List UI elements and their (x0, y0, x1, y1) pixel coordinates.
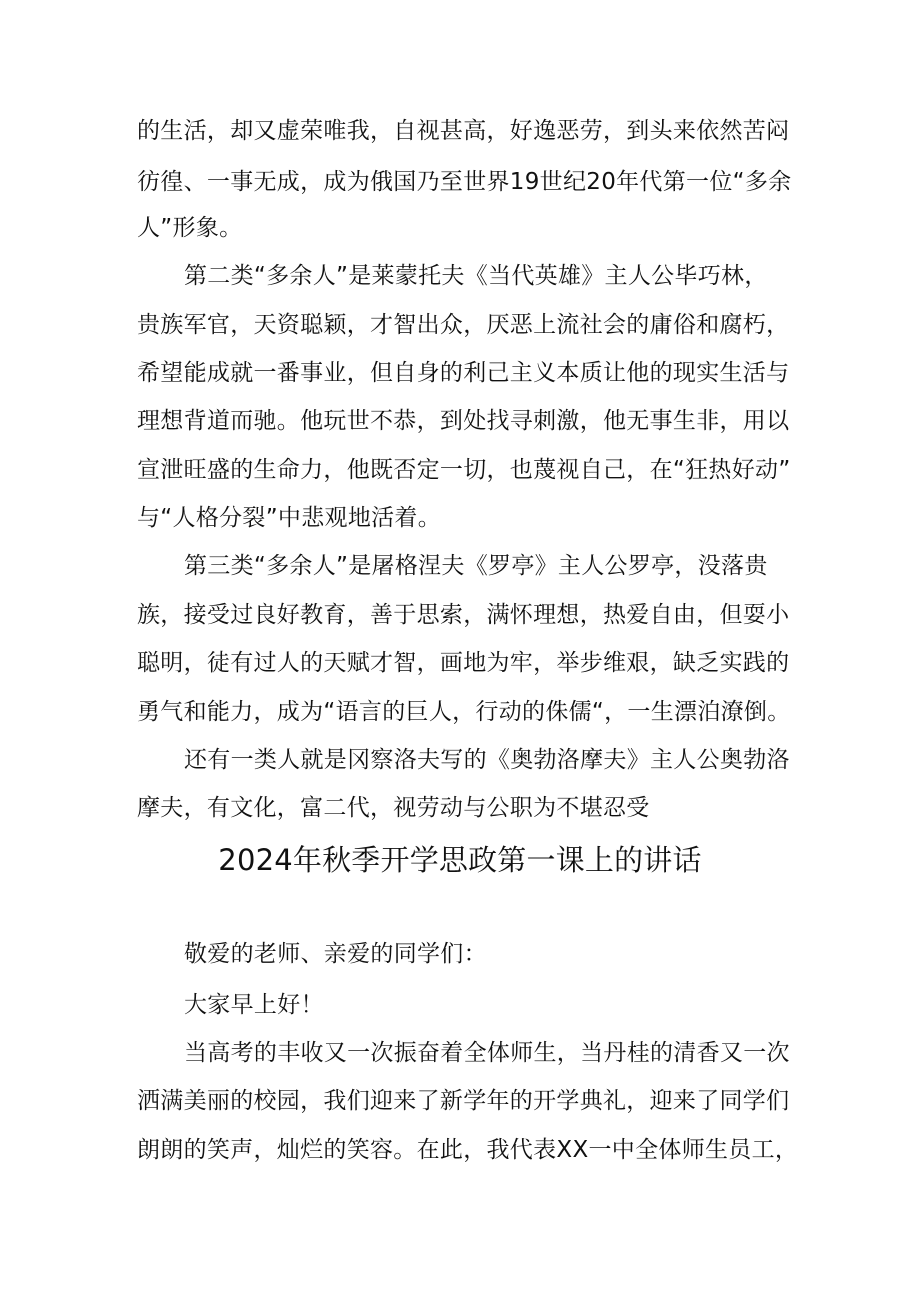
article-paragraph-start: 第三类“多余人”是屠格涅夫《罗亭》主人公罗亭，没落贵 (184, 553, 768, 579)
article-line: 聪明，徒有过人的天赋才智，画地为牢，举步维艰，缺乏实践的 (137, 650, 790, 676)
speech-paragraph-start: 当高考的丰收又一次振奋着全体师生，当丹桂的清香又一次 (184, 1040, 790, 1066)
speech-line: 朗朗的笑声，灿烂的笑容。在此，我代表XX一中全体师生员工， (137, 1137, 799, 1163)
article-line: 的生活，却又虚荣唯我，自视甚高，好逸恶劳，到头来依然苦闷 (137, 118, 790, 144)
article-line: 与“人格分裂”中悲观地活着。 (137, 505, 442, 531)
article-line: 摩夫，有文化，富二代，视劳动与公职为不堪忍受 (137, 795, 650, 821)
article-line: 彷徨、一事无成，成为俄国乃至世界19世纪20年代第一位“多余 (137, 169, 792, 195)
article-line: 勇气和能力，成为“语言的巨人，行动的侏儒“，一生漂泊潦倒。 (137, 699, 791, 725)
article-line: 希望能成就一番事业，但自身的利己主义本质让他的现实生活与 (137, 360, 790, 386)
article-line: 人”形象。 (137, 215, 243, 241)
speech-salutation: 敬爱的老师、亲爱的同学们： (184, 941, 487, 967)
speech-greeting: 大家早上好！ (184, 992, 324, 1018)
article-paragraph-start: 第二类“多余人”是莱蒙托夫《当代英雄》主人公毕巧林， (184, 263, 768, 289)
article-paragraph-start: 还有一类人就是冈察洛夫写的《奥勃洛摩夫》主人公奥勃洛 (184, 747, 790, 773)
article-line: 理想背道而驰。他玩世不恭，到处找寻刺激，他无事生非，用以 (137, 408, 790, 434)
speech-title: 2024年秋季开学思政第一课上的讲话 (218, 843, 702, 877)
article-line: 贵族军官，天资聪颖，才智出众，厌恶上流社会的庸俗和腐朽， (137, 312, 790, 338)
article-line: 宣泄旺盛的生命力，他既否定一切，也蔑视自己，在“狂热好动” (137, 457, 791, 483)
article-line: 族，接受过良好教育，善于思索，满怀理想，热爱自由，但耍小 (137, 602, 790, 628)
speech-line: 洒满美丽的校园，我们迎来了新学年的开学典礼，迎来了同学们 (137, 1088, 790, 1114)
